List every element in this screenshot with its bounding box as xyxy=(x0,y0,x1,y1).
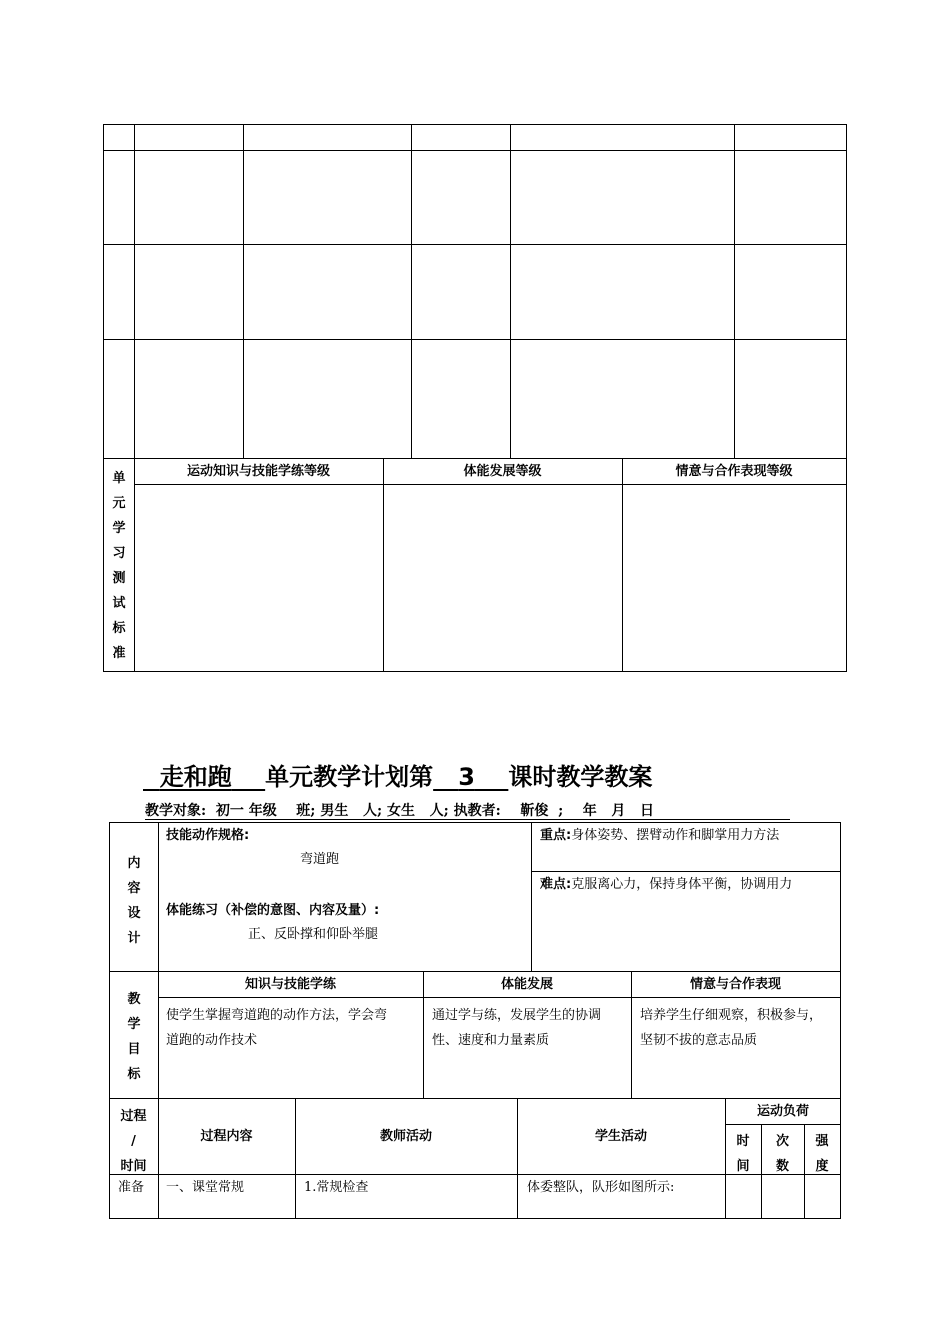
skill-spec-value: 弯道跑 xyxy=(300,852,340,867)
load-count-header: 次 数 xyxy=(775,1134,789,1174)
teaching-goals-label: 教 学 目 标 xyxy=(127,992,141,1082)
unit-header-affective: 情意与合作表现等级 xyxy=(675,464,793,479)
goal-header-skill: 知识与技能学练 xyxy=(244,977,336,992)
goal-header-affective: 情意与合作表现 xyxy=(689,977,781,992)
title-end: 课时教学教案 xyxy=(508,763,653,791)
content-design-label: 内 容 设 计 xyxy=(127,856,141,946)
unit-header-skill: 运动知识与技能学练等级 xyxy=(186,464,330,479)
row-stage: 准备 xyxy=(118,1180,145,1195)
lesson-title xyxy=(143,757,652,792)
skill-spec-label: 技能动作规格: xyxy=(166,828,250,843)
row-student-activity: 体委整队，队形如图所示: xyxy=(527,1180,675,1195)
goal-skill-text: 使学生掌握弯道跑的动作方法，学会弯 道跑的动作技术 xyxy=(166,1008,388,1048)
fitness-practice-value: 正、反卧撑和仰卧举腿 xyxy=(248,927,379,942)
exercise-load-header: 运动负荷 xyxy=(756,1104,809,1119)
title-number: 3 xyxy=(458,763,475,791)
title-topic: 走和跑 xyxy=(159,763,232,791)
teacher-activity-header: 教师活动 xyxy=(379,1129,432,1144)
title-mid: 单元教学计划第 xyxy=(265,763,434,791)
goal-header-fitness: 体能发展 xyxy=(500,977,553,992)
lesson-info-line: 教学对象: 初一 年级 班; 男生 人; 女生 人; 执教者: 靳俊 ; 年 月 日 xyxy=(145,800,654,820)
unit-test-standard-label: 单 元 学 习 测 试 标 准 xyxy=(112,471,126,661)
process-time-label: 过程 / 时间 xyxy=(120,1109,147,1174)
goal-affective-text: 培养学生仔细观察，积极参与， 坚韧不拔的意志品质 xyxy=(640,1008,823,1048)
process-content-header: 过程内容 xyxy=(200,1129,253,1144)
goal-fitness-text: 通过学与练，发展学生的协调 性、速度和力量素质 xyxy=(432,1008,602,1048)
student-activity-header: 学生活动 xyxy=(594,1129,647,1144)
key-point: 重点:身体姿势、摆臂动作和脚掌用力方法 xyxy=(540,828,780,843)
row-content: 一、课堂常规 xyxy=(166,1180,245,1195)
load-intensity-header: 强 度 xyxy=(815,1134,829,1174)
unit-header-fitness: 体能发展等级 xyxy=(463,464,542,479)
row-teacher-activity: 1.常规检查 xyxy=(304,1180,369,1195)
difficulty-point: 难点:克服离心力，保持身体平衡，协调用力 xyxy=(540,877,793,892)
fitness-practice-label: 体能练习（补偿的意图、内容及量）: xyxy=(166,903,380,918)
load-time-header: 时 间 xyxy=(736,1134,750,1174)
